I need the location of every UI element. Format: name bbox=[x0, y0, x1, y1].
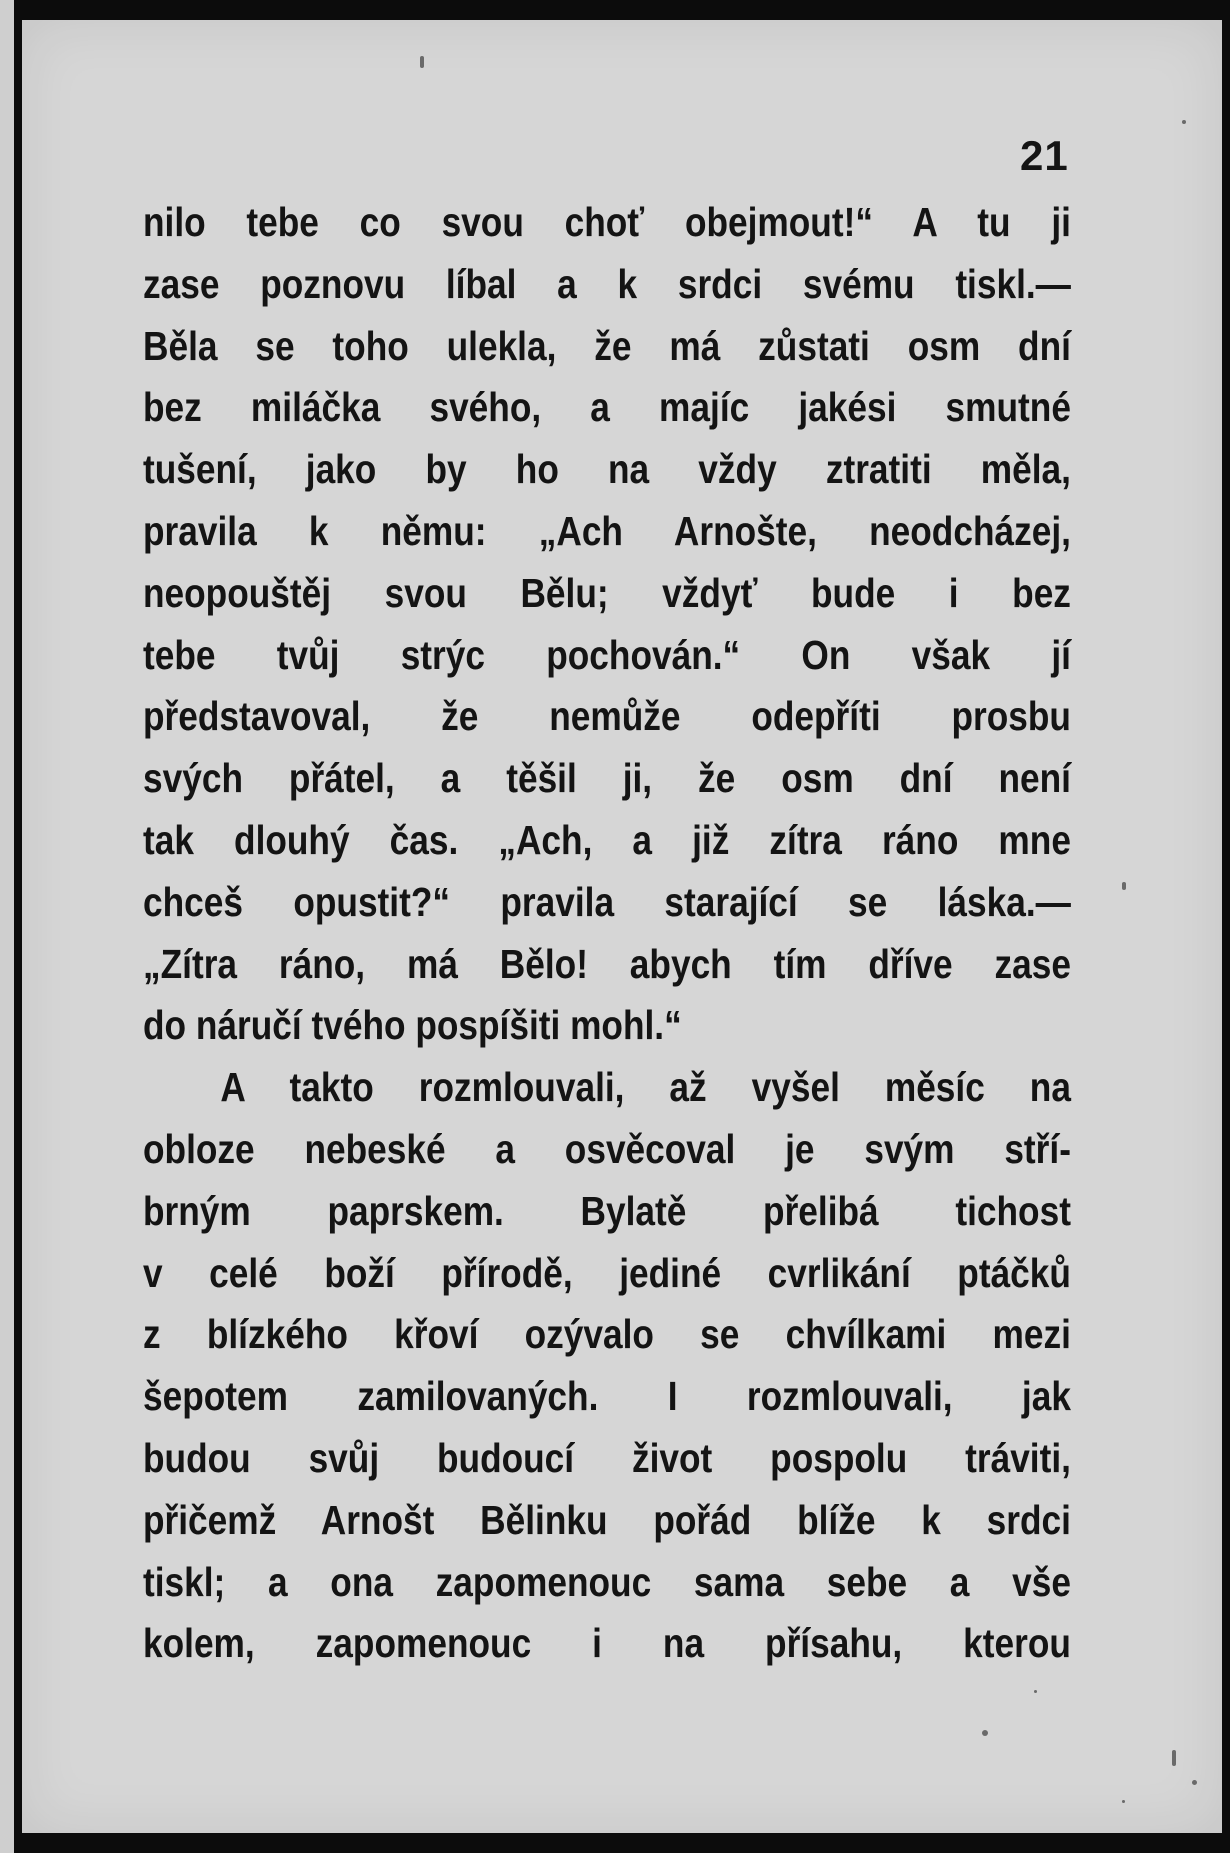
text-line: chceš opustit?“ pravila starající se láska.— bbox=[143, 878, 1071, 925]
scan-speck bbox=[1192, 1780, 1197, 1785]
scan-speck bbox=[1122, 1800, 1125, 1803]
text-line: svých přátel, a těšil ji, že osm dní není bbox=[143, 755, 1071, 802]
body-text bbox=[143, 192, 1071, 1675]
scan-speck bbox=[1172, 1750, 1176, 1766]
page-number: 21 bbox=[1020, 132, 1069, 179]
text-line: tušení, jako by ho na vždy ztratiti měla, bbox=[143, 446, 1071, 493]
scan-speck bbox=[1034, 1690, 1037, 1693]
text-line: kolem, zapomenouc i na přísahu, kterou bbox=[143, 1620, 1071, 1667]
text-line: pravila k němu: „Ach Arnošte, neodcházej, bbox=[143, 507, 1071, 554]
text-line: neopouštěj svou Bělu; vždyť bude i bez bbox=[143, 569, 1071, 616]
text-line: bez miláčka svého, a majíc jakési smutné bbox=[143, 384, 1071, 431]
scan-speck bbox=[420, 56, 424, 68]
text-line: v celé boží přírodě, jediné cvrlikání ptáčků bbox=[143, 1249, 1071, 1296]
text-line: obloze nebeské a osvěcoval je svým stří- bbox=[143, 1125, 1071, 1172]
text-line: tak dlouhý čas. „Ach, a již zítra ráno mne bbox=[143, 816, 1071, 863]
text-line: brným paprskem. Bylatě přelibá tichost bbox=[143, 1187, 1071, 1234]
text-line: „Zítra ráno, má Bělo! abych tím dříve zase bbox=[143, 940, 1071, 987]
text-line: Běla se toho ulekla, že má zůstati osm dní bbox=[143, 322, 1071, 369]
scan-speck bbox=[1122, 882, 1126, 890]
text-line: zase poznovu líbal a k srdci svému tiskl.— bbox=[143, 260, 1071, 307]
text-line: z blízkého křoví ozývalo se chvílkami mezi bbox=[143, 1311, 1071, 1358]
scan-speck bbox=[1182, 120, 1186, 124]
text-line: šepotem zamilovaných. I rozmlouvali, jak bbox=[143, 1373, 1071, 1420]
text-line: do náručí tvého pospíšiti mohl.“ bbox=[143, 1002, 682, 1049]
scan-speck bbox=[982, 1730, 988, 1736]
text-line: budou svůj budoucí život pospolu tráviti, bbox=[143, 1434, 1071, 1481]
text-line: A takto rozmlouvali, až vyšel měsíc na bbox=[220, 1064, 1071, 1111]
text-line: tiskl; a ona zapomenouc sama sebe a vše bbox=[143, 1558, 1071, 1605]
text-line: tebe tvůj strýc pochován.“ On však jí bbox=[143, 631, 1071, 678]
book-page bbox=[22, 20, 1222, 1833]
text-line: přičemž Arnošt Bělinku pořád blíže k srdci bbox=[143, 1496, 1071, 1543]
adjacent-page-edge bbox=[0, 0, 14, 1853]
text-line: nilo tebe co svou choť obejmout!“ A tu ji bbox=[143, 199, 1071, 245]
text-line: představoval, že nemůže odepříti prosbu bbox=[143, 693, 1071, 740]
